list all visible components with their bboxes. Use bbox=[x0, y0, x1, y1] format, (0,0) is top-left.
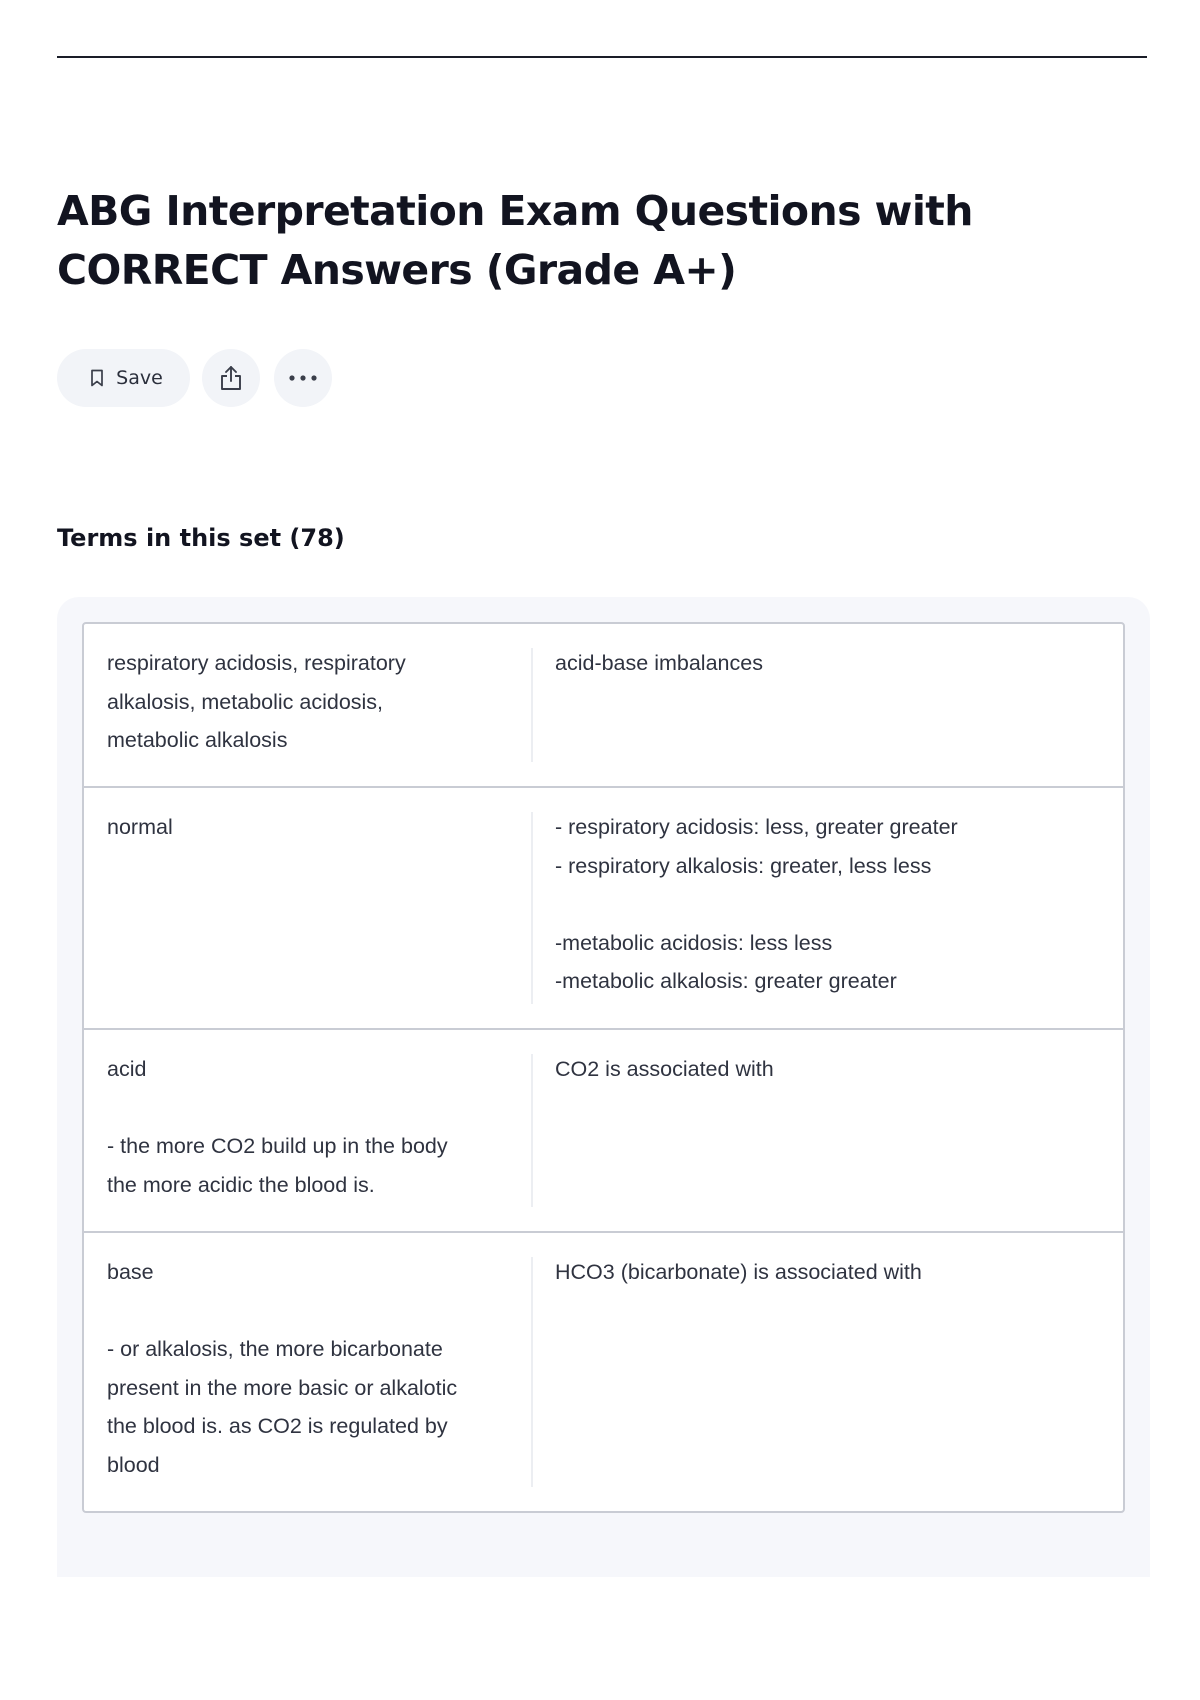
top-divider bbox=[57, 56, 1147, 58]
terms-heading: Terms in this set (78) bbox=[57, 524, 345, 552]
term-card[interactable] bbox=[82, 1028, 1125, 1233]
more-horizontal-icon bbox=[289, 375, 317, 381]
share-icon bbox=[219, 365, 243, 391]
definition-text: HCO3 (bicarbonate) is associated with bbox=[555, 1260, 922, 1284]
page-title: ABG Interpretation Exam Questions with CORRECT Answers (Grade A+) bbox=[57, 187, 973, 294]
terms-panel bbox=[57, 597, 1150, 1577]
definition-text: - respiratory acidosis: less, greater greater - respiratory alkalosis: greater, less less -metabolic acidosis: less less -metabolic alkalosis: greater greater bbox=[555, 815, 958, 993]
save-button-label: Save bbox=[116, 367, 163, 389]
term-card[interactable] bbox=[82, 786, 1125, 1030]
term-text: normal bbox=[107, 815, 173, 839]
action-bar bbox=[57, 349, 332, 407]
term-text: base - or alkalosis, the more bicarbonate present in the more basic or alkalotic the blood is. as CO2 is regulated by blood bbox=[107, 1260, 458, 1477]
definition-text: CO2 is associated with bbox=[555, 1057, 774, 1081]
term-text: acid - the more CO2 build up in the body the more acidic the blood is. bbox=[107, 1057, 448, 1197]
more-options-button[interactable] bbox=[274, 349, 332, 407]
share-button[interactable] bbox=[202, 349, 260, 407]
save-button[interactable] bbox=[57, 349, 190, 407]
term-card[interactable] bbox=[82, 1231, 1125, 1513]
term-text: respiratory acidosis, respiratory alkalosis, metabolic acidosis, metabolic alkalosis bbox=[107, 651, 406, 752]
definition-text: acid-base imbalances bbox=[555, 651, 763, 675]
bookmark-icon bbox=[90, 369, 104, 387]
term-card[interactable] bbox=[82, 622, 1125, 788]
